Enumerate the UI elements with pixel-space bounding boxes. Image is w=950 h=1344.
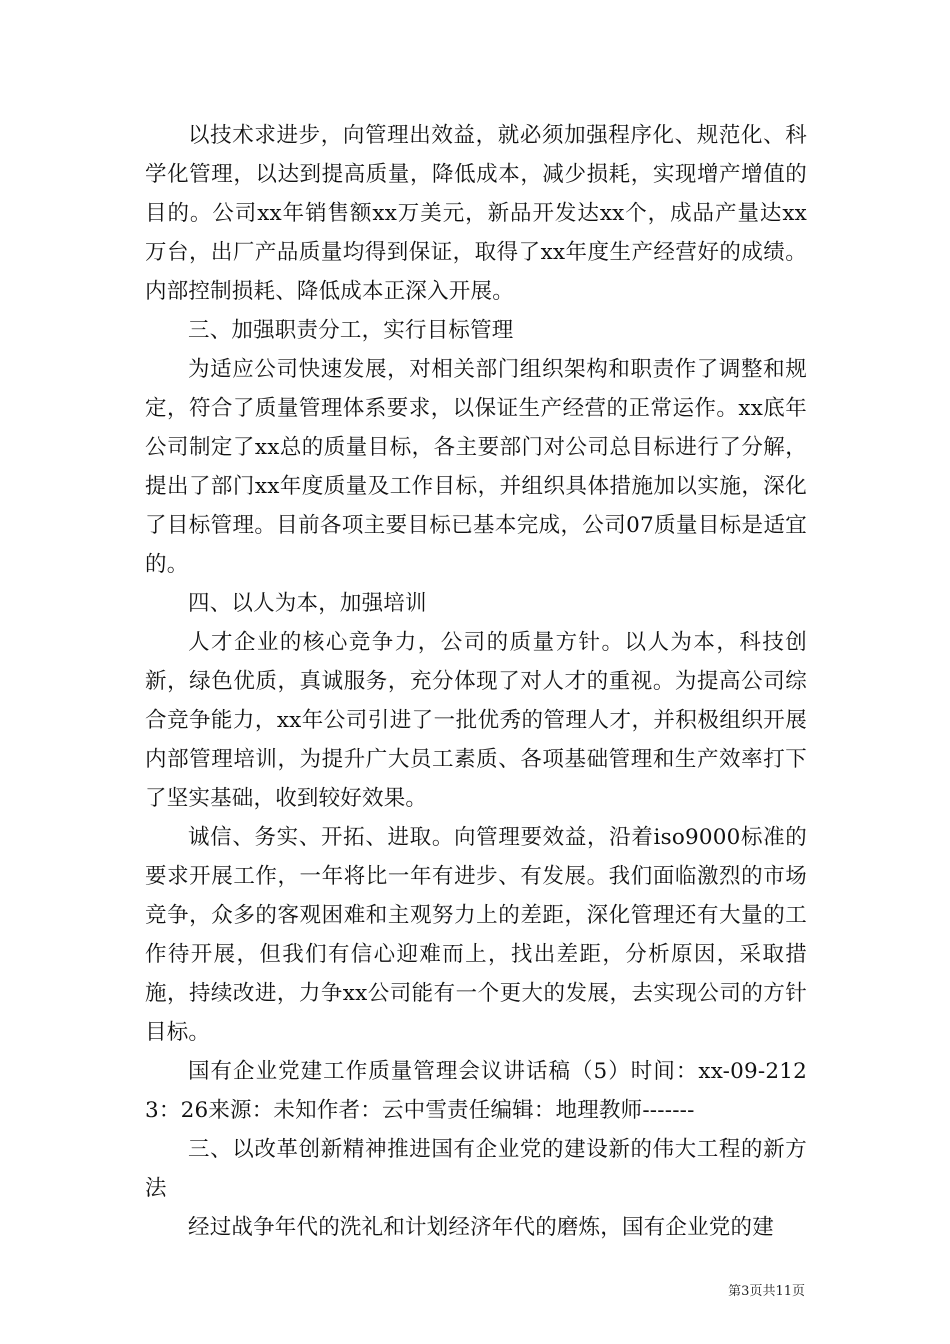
page-number-footer: 第3页共11页	[728, 1284, 805, 1299]
paragraph-history: 经过战争年代的洗礼和计划经济年代的磨炼，国有企业党的建	[188, 1215, 774, 1240]
paragraph-targets: 为适应公司快速发展，对相关部门组织架构和职责作了调整和规定，符合了质量管理体系要求，以保证生产经营的正常运作。xx底年公司制定了xx总的质量目标，各主要部门对公司总目标进行了分解，提出了部门xx年度质量及工作目标，并组织具体措施加以实施，深化了目标管理。目前各项主要目标已基本完成，公司07质量目标是适宜的。	[145, 357, 807, 577]
heading-reform: 三、以改革创新精神推进国有企业党的建设新的伟大工程的新方法	[145, 1137, 807, 1201]
paragraph-management: 以技术求进步，向管理出效益，就必须加强程序化、规范化、科学化管理，以达到提高质量，降低成本，减少损耗，实现增产增值的目的。公司xx年销售额xx万美元，新品开发达xx个，成品产量达xx万台，出厂产品质量均得到保证，取得了xx年度生产经营好的成绩。内部控制损耗、降低成本正深入开展。	[145, 123, 807, 304]
paragraph-training: 人才企业的核心竞争力，公司的质量方针。以人为本，科技创新，绿色优质，真诚服务，充分体现了对人才的重视。为提高公司综合竞争能力，xx年公司引进了一批优秀的管理人才，并积极组织开展内部管理培训，为提升广大员工素质、各项基础管理和生产效率打下了坚实基础，收到较好效果。	[145, 630, 807, 811]
body-text	[145, 116, 807, 1247]
heading-section-three: 三、加强职责分工，实行目标管理	[188, 318, 514, 343]
paragraph-integrity: 诚信、务实、开拓、进取。向管理要效益，沿着iso9000标准的要求开展工作，一年将比一年有进步、有发展。我们面临激烈的市场竞争，众多的客观困难和主观努力上的差距，深化管理还有大量的工作待开展，但我们有信心迎难而上，找出差距，分析原因，采取措施，持续改进，力争xx公司能有一个更大的发展，去实现公司的方针目标。	[145, 825, 807, 1045]
paragraph-article-meta: 国有企业党建工作质量管理会议讲话稿（5）时间：xx-09-2123：26来源：未知作者：云中雪责任编辑：地理教师-------	[145, 1059, 807, 1123]
heading-section-four: 四、以人为本，加强培训	[188, 591, 427, 616]
